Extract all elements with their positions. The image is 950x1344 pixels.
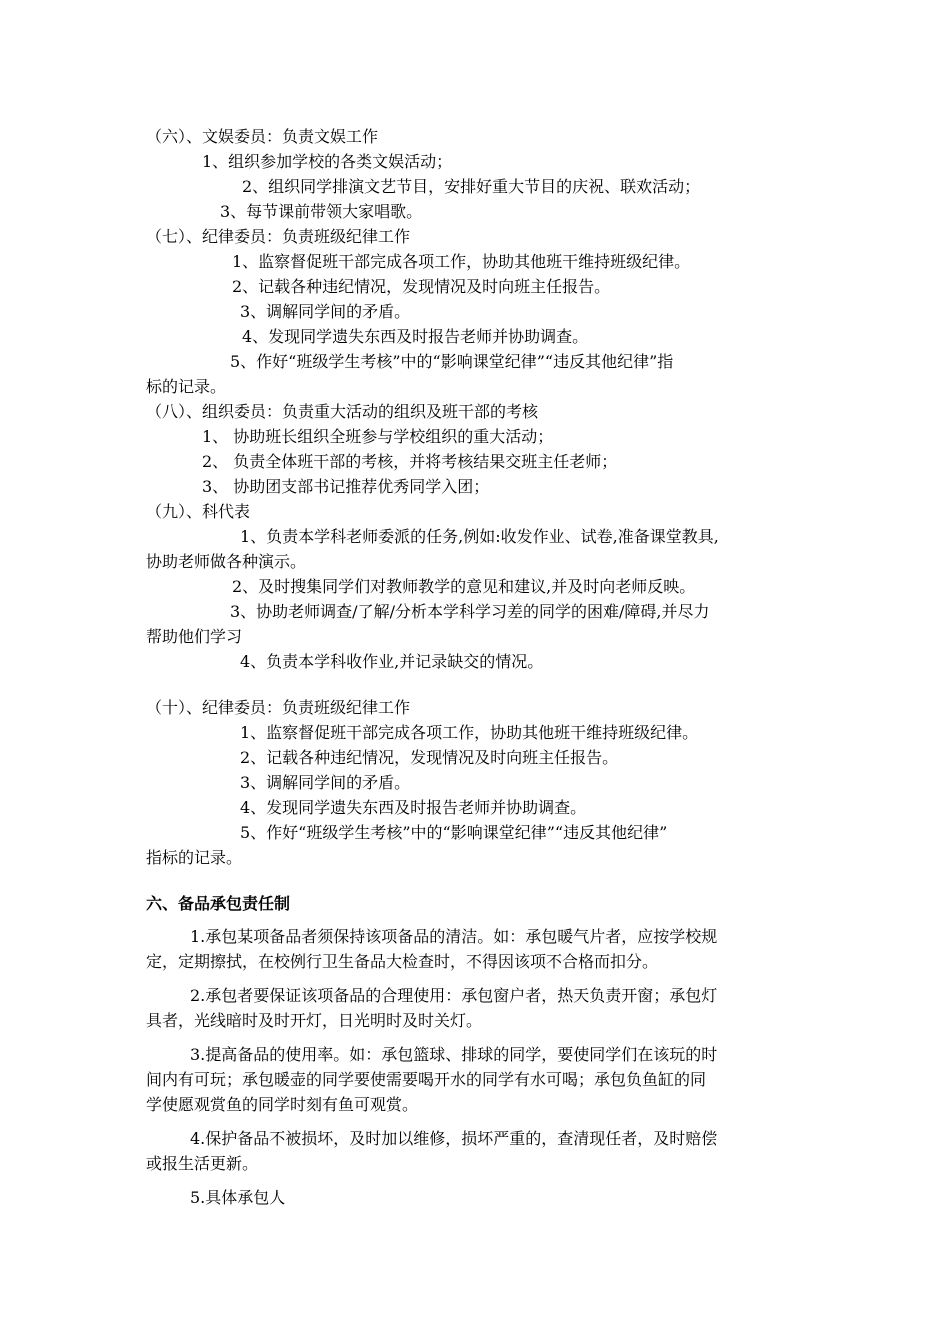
paragraph-line: 或报生活更新。	[146, 1154, 259, 1173]
list-item: 1、负责本学科老师委派的任务,例如:收发作业、试卷,准备课堂教具,	[240, 527, 719, 546]
list-item: 1、监察督促班干部完成各项工作，协助其他班干维持班级纪律。	[240, 723, 699, 742]
list-item: 3、每节课前带领大家唱歌。	[220, 202, 423, 221]
paragraph-line: 具者，光线暗时及时开灯，日光明时及时关灯。	[146, 1011, 483, 1030]
list-item: 3、调解同学间的矛盾。	[240, 302, 411, 321]
paragraph-line: 2.承包者要保证该项备品的合理使用：承包窗户者，热天负责开窗；承包灯	[190, 986, 718, 1005]
list-item: 4、发现同学遗失东西及时报告老师并协助调查。	[240, 798, 587, 817]
list-item: 2、记载各种违纪情况，发现情况及时向班主任报告。	[240, 748, 619, 767]
list-item-continuation: 帮助他们学习	[146, 627, 243, 646]
list-item: 2、组织同学排演文艺节目，安排好重大节目的庆祝、联欢活动；	[242, 177, 701, 196]
section-title-arts: （六）、文娱委员：负责文娱工作	[146, 127, 379, 146]
list-item: 5、作好“班级学生考核”中的“影响课堂纪律”“违反其他纪律”	[240, 823, 668, 842]
list-item: 3、协助老师调查/了解/分析本学科学习差的同学的困难/障碍,并尽力	[230, 602, 710, 621]
list-item: 2、及时搜集同学们对教师教学的意见和建议,并及时向老师反映。	[232, 577, 696, 596]
list-item: 5、作好“班级学生考核”中的“影响课堂纪律”“违反其他纪律”指	[230, 352, 674, 371]
section-title-subject-rep: （九）、科代表	[146, 502, 251, 521]
list-item: 3、调解同学间的矛盾。	[240, 773, 411, 792]
list-item: 2、 负责全体班干部的考核，并将考核结果交班主任老师；	[202, 452, 618, 471]
section-title-discipline: （七）、纪律委员：负责班级纪律工作	[146, 227, 411, 246]
paragraph-line: 4.保护备品不被损坏，及时加以维修，损坏严重的，查清现任者，及时赔偿	[190, 1129, 718, 1148]
list-item: 4、发现同学遗失东西及时报告老师并协助调查。	[242, 327, 589, 346]
list-item: 3、 协助团支部书记推荐优秀同学入团；	[202, 477, 490, 496]
section-title-organization: （八）、组织委员：负责重大活动的组织及班干部的考核	[146, 402, 539, 421]
section-heading: 六、备品承包责任制	[146, 894, 291, 913]
paragraph-line: 5.具体承包人	[190, 1188, 286, 1207]
paragraph-line: 1.承包某项备品者须保持该项备品的清洁。如：承包暖气片者，应按学校规	[190, 927, 718, 946]
paragraph-line: 3.提高备品的使用率。如：承包篮球、排球的同学，要使同学们在该玩的时	[190, 1045, 718, 1064]
list-item: 1、 协助班长组织全班参与学校组织的重大活动；	[202, 427, 554, 446]
list-item-continuation: 标的记录。	[146, 377, 227, 396]
list-item-continuation: 协助老师做各种演示。	[146, 552, 307, 571]
paragraph-line: 定，定期擦拭，在校例行卫生备品大检查时，不得因该项不合格而扣分。	[146, 952, 659, 971]
list-item: 1、监察督促班干部完成各项工作，协助其他班干维持班级纪律。	[232, 252, 691, 271]
list-item: 4、负责本学科收作业,并记录缺交的情况。	[240, 652, 544, 671]
list-item: 2、记载各种违纪情况，发现情况及时向班主任报告。	[232, 277, 611, 296]
list-item: 1、组织参加学校的各类文娱活动；	[202, 152, 453, 171]
list-item-continuation: 指标的记录。	[146, 848, 243, 867]
paragraph-line: 学使愿观赏鱼的同学时刻有鱼可观赏。	[146, 1095, 419, 1114]
paragraph-line: 间内有可玩；承包暖壶的同学要使需要喝开水的同学有水可喝；承包负鱼缸的同	[146, 1070, 707, 1089]
section-title-discipline-2: （十）、纪律委员：负责班级纪律工作	[146, 698, 411, 717]
